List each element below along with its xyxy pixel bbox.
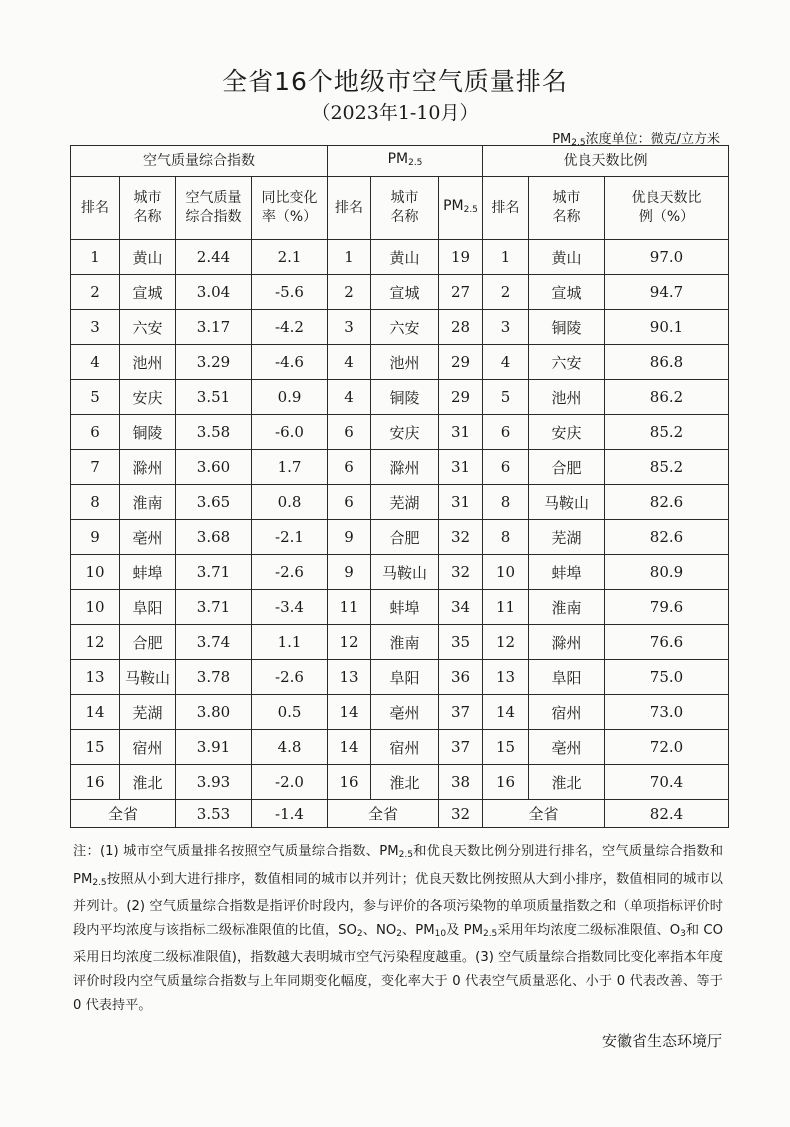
col-header-change: 同比变化 率（%） (252, 177, 328, 240)
cell-rank: 3 (483, 310, 529, 345)
cell-pm25-value: 38 (439, 765, 483, 800)
cell-rank: 4 (71, 345, 120, 380)
cell-rank: 10 (483, 555, 529, 590)
cell-city: 黄山 (120, 240, 176, 275)
cell-good-ratio-value: 72.0 (605, 730, 729, 765)
cell-rank: 3 (71, 310, 120, 345)
cell-rank: 5 (71, 380, 120, 415)
cell-change-value: 1.1 (252, 625, 328, 660)
table-row (71, 415, 729, 450)
cell-city: 宣城 (529, 275, 605, 310)
table-row (71, 765, 729, 800)
cell-pm25-value: 35 (439, 625, 483, 660)
cell-pm25-value: 36 (439, 660, 483, 695)
group-header-aqi: 空气质量综合指数 (71, 146, 328, 177)
cell-change-value: -5.6 (252, 275, 328, 310)
cell-aqi-value: 3.74 (176, 625, 252, 660)
issuer-signature: 安徽省生态环境厅 (601, 1032, 722, 1050)
cell-good-ratio-value: 75.0 (605, 660, 729, 695)
cell-good-ratio-value: 73.0 (605, 695, 729, 730)
cell-change-value: -2.6 (252, 555, 328, 590)
col-header-city: 城市 名称 (529, 177, 605, 240)
cell-good-ratio-value: 94.7 (605, 275, 729, 310)
cell-aqi-value: 3.78 (176, 660, 252, 695)
cell-city: 芜湖 (529, 520, 605, 555)
cell-city: 蚌埠 (371, 590, 439, 625)
cell-city: 滁州 (120, 450, 176, 485)
cell-city: 宿州 (371, 730, 439, 765)
cell-city: 安庆 (529, 415, 605, 450)
cell-change-value: -4.2 (252, 310, 328, 345)
table-row (71, 555, 729, 590)
cell-change-value: -2.6 (252, 660, 328, 695)
cell-pm25-value: 37 (439, 695, 483, 730)
cell-rank: 2 (328, 275, 371, 310)
cell-city: 合肥 (120, 625, 176, 660)
cell-city: 六安 (371, 310, 439, 345)
cell-rank: 10 (71, 590, 120, 625)
cell-rank: 9 (328, 555, 371, 590)
cell-rank: 12 (483, 625, 529, 660)
table-row (71, 240, 729, 275)
cell-rank: 4 (328, 380, 371, 415)
col-header-pm25: $PM_{2.5}$ (439, 177, 483, 240)
cell-city: 淮北 (371, 765, 439, 800)
cell-rank: 5 (483, 380, 529, 415)
cell-city: 亳州 (371, 695, 439, 730)
cell-city: 滁州 (529, 625, 605, 660)
cell-change-value: -4.6 (252, 345, 328, 380)
cell-good-ratio-value: 90.1 (605, 310, 729, 345)
summary-label: 全省 (71, 800, 176, 828)
cell-rank: 12 (328, 625, 371, 660)
cell-pm25-value: 19 (439, 240, 483, 275)
cell-rank: 6 (483, 415, 529, 450)
cell-rank: 9 (328, 520, 371, 555)
cell-city: 芜湖 (371, 485, 439, 520)
cell-city: 亳州 (529, 730, 605, 765)
table-row (71, 520, 729, 555)
cell-change-value: -2.1 (252, 520, 328, 555)
table-row (71, 275, 729, 310)
cell-rank: 6 (483, 450, 529, 485)
cell-rank: 13 (483, 660, 529, 695)
cell-change-value: 2.1 (252, 240, 328, 275)
cell-change-value: 4.8 (252, 730, 328, 765)
cell-rank: 14 (483, 695, 529, 730)
group-header-good-days: 优良天数比例 (483, 146, 729, 177)
cell-rank: 6 (328, 485, 371, 520)
table-row (71, 380, 729, 415)
cell-aqi-value: 3.68 (176, 520, 252, 555)
table-row (71, 730, 729, 765)
cell-good-ratio-value: 79.6 (605, 590, 729, 625)
table-row (71, 345, 729, 380)
col-header-aqi: 空气质量 综合指数 (176, 177, 252, 240)
cell-city: 合肥 (371, 520, 439, 555)
page-subtitle: （2023年1-10月） (311, 102, 479, 124)
cell-rank: 16 (328, 765, 371, 800)
cell-rank: 14 (328, 695, 371, 730)
cell-good-ratio-value: 85.2 (605, 450, 729, 485)
summary-label: 全省 (483, 800, 605, 828)
cell-pm25-value: 32 (439, 555, 483, 590)
table-row (71, 450, 729, 485)
cell-change-value: -2.0 (252, 765, 328, 800)
cell-city: 宣城 (371, 275, 439, 310)
cell-good-ratio-value: 82.6 (605, 485, 729, 520)
cell-rank: 3 (328, 310, 371, 345)
col-header-rank: 排名 (328, 177, 371, 240)
cell-rank: 6 (328, 450, 371, 485)
cell-pm25-value: 32 (439, 520, 483, 555)
cell-aqi-value: 3.58 (176, 415, 252, 450)
cell-city: 马鞍山 (371, 555, 439, 590)
cell-good-ratio-value: 80.9 (605, 555, 729, 590)
cell-aqi-value: 3.29 (176, 345, 252, 380)
cell-city: 淮北 (529, 765, 605, 800)
cell-rank: 16 (483, 765, 529, 800)
cell-rank: 4 (328, 345, 371, 380)
cell-city: 淮南 (120, 485, 176, 520)
cell-city: 安庆 (120, 380, 176, 415)
cell-aqi-value: 3.91 (176, 730, 252, 765)
cell-pm25-value: 37 (439, 730, 483, 765)
cell-good-ratio-value: 70.4 (605, 765, 729, 800)
cell-city: 阜阳 (371, 660, 439, 695)
table-row (71, 625, 729, 660)
cell-aqi-value: 3.93 (176, 765, 252, 800)
cell-rank: 10 (71, 555, 120, 590)
page-title: 全省16个地级市空气质量排名 (222, 67, 568, 96)
cell-change-value: 0.5 (252, 695, 328, 730)
cell-rank: 6 (328, 415, 371, 450)
cell-rank: 16 (71, 765, 120, 800)
cell-rank: 1 (483, 240, 529, 275)
cell-rank: 14 (71, 695, 120, 730)
cell-city: 马鞍山 (529, 485, 605, 520)
cell-city: 宿州 (529, 695, 605, 730)
cell-pm25-value: 31 (439, 450, 483, 485)
cell-good-ratio-value: 97.0 (605, 240, 729, 275)
cell-pm25-value: 34 (439, 590, 483, 625)
cell-city: 六安 (120, 310, 176, 345)
unit-label: $PM_{2.5}$浓度单位：微克/立方米 (552, 132, 720, 148)
summary-label: 全省 (328, 800, 439, 828)
cell-city: 六安 (529, 345, 605, 380)
cell-rank: 15 (483, 730, 529, 765)
cell-good-ratio-value: 86.2 (605, 380, 729, 415)
cell-city: 蚌埠 (529, 555, 605, 590)
cell-rank: 9 (71, 520, 120, 555)
cell-rank: 15 (71, 730, 120, 765)
cell-city: 阜阳 (529, 660, 605, 695)
summary-change: -1.4 (252, 800, 328, 828)
cell-city: 宣城 (120, 275, 176, 310)
cell-good-ratio-value: 82.6 (605, 520, 729, 555)
table-row (71, 660, 729, 695)
cell-change-value: -3.4 (252, 590, 328, 625)
cell-aqi-value: 3.04 (176, 275, 252, 310)
cell-rank: 14 (328, 730, 371, 765)
summary-good-ratio: 82.4 (605, 800, 729, 828)
cell-rank: 2 (71, 275, 120, 310)
cell-city: 铜陵 (529, 310, 605, 345)
cell-rank: 11 (328, 590, 371, 625)
province-summary-row (71, 800, 729, 828)
cell-change-value: -6.0 (252, 415, 328, 450)
summary-aqi: 3.53 (176, 800, 252, 828)
ranking-table (70, 145, 729, 828)
cell-aqi-value: 3.71 (176, 555, 252, 590)
cell-good-ratio-value: 85.2 (605, 415, 729, 450)
cell-rank: 2 (483, 275, 529, 310)
cell-city: 淮南 (371, 625, 439, 660)
cell-city: 池州 (529, 380, 605, 415)
col-header-city: 城市 名称 (120, 177, 176, 240)
cell-city: 铜陵 (120, 415, 176, 450)
cell-city: 淮南 (529, 590, 605, 625)
cell-aqi-value: 3.17 (176, 310, 252, 345)
cell-city: 滁州 (371, 450, 439, 485)
cell-city: 合肥 (529, 450, 605, 485)
cell-aqi-value: 2.44 (176, 240, 252, 275)
cell-pm25-value: 31 (439, 485, 483, 520)
cell-pm25-value: 29 (439, 345, 483, 380)
col-header-rank: 排名 (71, 177, 120, 240)
table-row (71, 485, 729, 520)
cell-rank: 12 (71, 625, 120, 660)
col-header-rank: 排名 (483, 177, 529, 240)
cell-rank: 8 (483, 485, 529, 520)
cell-city: 池州 (371, 345, 439, 380)
cell-city: 阜阳 (120, 590, 176, 625)
group-header-pm25: $PM_{2.5}$ (328, 146, 483, 177)
cell-aqi-value: 3.71 (176, 590, 252, 625)
col-header-city: 城市 名称 (371, 177, 439, 240)
cell-rank: 1 (328, 240, 371, 275)
cell-city: 黄山 (529, 240, 605, 275)
cell-city: 马鞍山 (120, 660, 176, 695)
cell-change-value: 0.8 (252, 485, 328, 520)
cell-city: 蚌埠 (120, 555, 176, 590)
cell-rank: 1 (71, 240, 120, 275)
cell-change-value: 0.9 (252, 380, 328, 415)
cell-good-ratio-value: 76.6 (605, 625, 729, 660)
cell-rank: 4 (483, 345, 529, 380)
cell-rank: 8 (71, 485, 120, 520)
cell-pm25-value: 29 (439, 380, 483, 415)
col-header-good-ratio: 优良天数比 例（%） (605, 177, 729, 240)
cell-rank: 13 (71, 660, 120, 695)
table-row (71, 590, 729, 625)
cell-aqi-value: 3.60 (176, 450, 252, 485)
cell-pm25-value: 28 (439, 310, 483, 345)
cell-aqi-value: 3.65 (176, 485, 252, 520)
cell-good-ratio-value: 86.8 (605, 345, 729, 380)
table-row (71, 310, 729, 345)
cell-city: 安庆 (371, 415, 439, 450)
summary-pm25: 32 (439, 800, 483, 828)
table-row (71, 695, 729, 730)
cell-rank: 13 (328, 660, 371, 695)
cell-rank: 8 (483, 520, 529, 555)
cell-change-value: 1.7 (252, 450, 328, 485)
cell-aqi-value: 3.51 (176, 380, 252, 415)
footnotes: 注：(1) 城市空气质量排名按照空气质量综合指数、$PM_{2.5}$和优良天数比例分别进行排名，空气质量综合指数和 $PM_{2.5}$按照从小到大进行排序，数值相同的城市以并列计；优良天数比例按照从大到小排序，数值相同的城市以并列计。(2) 空气质量综合指数是指评价时段内，参与评价的各项污染物的单项质量指数之和（单项指标评价时段内平均浓度与该指标二级标准限值的比值，$SO_2$、$NO_2$、$PM_{10}$及 $PM_{2.5}$采用年均浓度二级标准限值、$O_3$和 CO 采用日均浓度二级标准限值)，指数越大表明城市空气污染程度越重。(3) 空气质量综合指数同比变化率指本年度评价时段内空气质量综合指数与上年同期变化幅度，变化率大于 0 代表空气质量恶化、小于 0 代表改善、等于 0 代表持平。 (73, 844, 724, 1013)
cell-rank: 7 (71, 450, 120, 485)
cell-city: 亳州 (120, 520, 176, 555)
cell-city: 宿州 (120, 730, 176, 765)
cell-rank: 6 (71, 415, 120, 450)
cell-city: 淮北 (120, 765, 176, 800)
cell-pm25-value: 27 (439, 275, 483, 310)
cell-city: 铜陵 (371, 380, 439, 415)
cell-aqi-value: 3.80 (176, 695, 252, 730)
cell-pm25-value: 31 (439, 415, 483, 450)
cell-city: 黄山 (371, 240, 439, 275)
cell-rank: 11 (483, 590, 529, 625)
cell-city: 芜湖 (120, 695, 176, 730)
cell-city: 池州 (120, 345, 176, 380)
